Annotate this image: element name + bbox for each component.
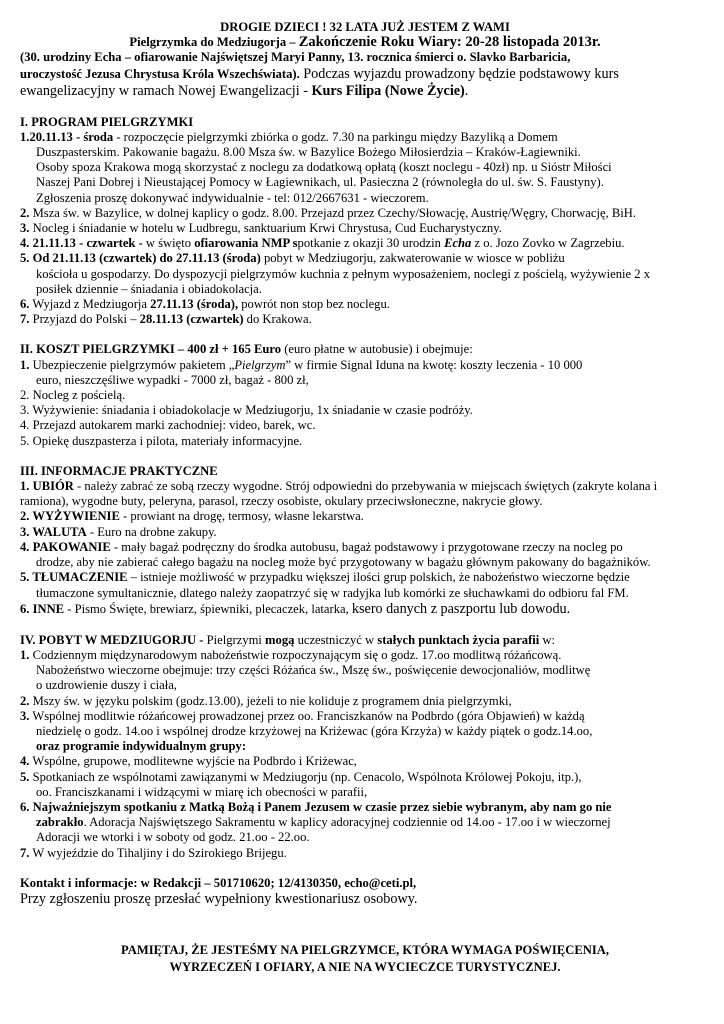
intro-paragraph	[20, 66, 710, 100]
program-item-5-head: 5. Od 21.11.13 (czwartek) do 27.11.13 (środa)	[20, 251, 261, 266]
info-item-1	[20, 479, 710, 494]
pobyt-item-6-line3: Adoracji we wtorki i w soboty od godz. 21.oo - 22.oo.	[36, 830, 310, 845]
pobyt-item-5-line2: oo. Franciszkanami i widzącymi w miarę ich obecności w parafii,	[36, 784, 368, 799]
info-item-4-text: - mały bagaż podręczny do środka autobusu, bagaż podstawowy i przygotowane rzeczy na nocleg po	[110, 539, 623, 554]
pobyt-item-1	[20, 648, 710, 663]
program-item-6-c: powrót non stop bez noclegu.	[238, 297, 390, 312]
info-item-4-head: PAKOWANIE	[29, 539, 111, 554]
program-item-1-head: 1.20.11.13 - środa	[20, 129, 114, 144]
section-program-title: I. PROGRAM PIELGRZYMKI	[20, 114, 194, 129]
pobyt-t-a: Pielgrzymi	[203, 632, 266, 647]
pobyt-t-e: w:	[539, 632, 556, 647]
info-item-2-head: 2. WYŻYWIENIE	[20, 509, 120, 524]
program-item-2-num: 2.	[20, 205, 30, 220]
koszt-title-rest: (euro płatne w autobusie) i obejmuje:	[281, 342, 473, 357]
pobyt-item-5-num: 5.	[20, 769, 30, 784]
info-item-6-big: ksero danych z paszportu lub dowodu.	[351, 600, 571, 617]
info-item-4	[20, 540, 710, 555]
pobyt-item-1-num: 1.	[20, 647, 30, 662]
pobyt-item-6-l2-bold: zabrakło	[36, 815, 84, 830]
pobyt-item-4-num: 4.	[20, 754, 30, 769]
koszt-item-1-a: Ubezpieczenie pielgrzymów pakietem „	[29, 357, 235, 372]
intro-end: .	[464, 82, 469, 99]
intro-bold-2: uroczystość Jezusa Chrystusa Króla Wszechświata).	[20, 66, 300, 81]
program-item-1-line2: Duszpasterskim. Pakowanie bagażu. 8.00 Msza św. w Bazylice Bożego Miłosierdzia – Kraków-Łagiewniki.	[36, 145, 581, 160]
contact-line: Kontakt i informacje: w Redakcji – 501710620; 12/4130350, echo@ceti.pl,	[20, 875, 417, 890]
pobyt-item-3	[20, 709, 710, 724]
program-item-4-b: ofiarowania NMP s	[194, 236, 298, 251]
pobyt-item-2-text: Mszy św. w języku polskim (godz.13.00), jeżeli to nie koliduje z programem dnia pielgrzymki,	[29, 693, 512, 708]
program-item-2	[20, 206, 710, 221]
program-item-6-num: 6.	[20, 297, 30, 312]
section-pobyt-title	[20, 633, 710, 648]
pobyt-item-3-text: Wspólnej modlitwie różańcowej prowadzonej przez oo. Franciszkanów na Podbrdo (góra Objawień) w każdą	[29, 708, 585, 723]
info-item-5-head: 5. TŁUMACZENIE	[20, 570, 128, 585]
intro-text: Podczas wyjazdu prowadzony będzie podstawowy kurs ewangelizacyjny w ramach Nowej Ewangelizacji -	[20, 65, 619, 99]
pobyt-item-5	[20, 770, 710, 785]
program-item-3-text: Nocleg i śniadanie w hotelu w Ludbregu, sanktuarium Krwi Chrystusa, Cud Eucharystyczny.	[29, 221, 502, 236]
program-item-4-echa: Echa	[444, 236, 472, 251]
footer-warning	[20, 942, 710, 976]
pobyt-title-bold: IV. POBYT W MEDZIUGORJU -	[20, 632, 204, 647]
pobyt-item-5-text: Spotkaniach ze wspólnotami zawiązanymi w Medziugorju (np. Cenacolo, Wspólnota Królowej Pokoju, itp.),	[29, 769, 582, 784]
intro-bold-line: (30. urodziny Echa – ofiarowanie Najświętszej Maryi Panny, 13. rocznica śmierci o. Slavko Barbaricia,	[20, 50, 571, 65]
info-item-5-text: – istnieje możliwość w przypadku większej ilości grup polskich, że nabożeństwo wieczorne będzie	[127, 570, 630, 585]
program-item-5	[20, 251, 710, 266]
pobyt-item-4	[20, 754, 710, 769]
info-item-6-head: 6. INNE	[20, 601, 65, 616]
pobyt-item-2	[20, 694, 710, 709]
koszt-item-5: 5. Opiekę duszpasterza i pilota, materiały informacyjne.	[20, 433, 303, 448]
pobyt-t-c: uczestniczyć w	[294, 632, 378, 647]
pobyt-item-2-num: 2.	[20, 693, 30, 708]
info-item-2-text: - prowiant na drogę, termosy, własne lekarstwa.	[119, 509, 364, 524]
pobyt-t-d: stałych punktach życia parafii	[377, 632, 540, 647]
program-item-7-num: 7.	[20, 312, 30, 327]
program-item-1-line3: Osoby spoza Krakowa mogą skorzystać z noclegu za dodatkową opłatą (koszt noclegu - 40zł) np. u Sióstr Miłości	[36, 160, 612, 175]
koszt-item-2: 2. Nocleg z pościelą.	[20, 388, 126, 403]
pobyt-item-3-num: 3.	[20, 708, 30, 723]
program-item-1-text: - rozpoczęcie pielgrzymki zbiórka o godz. 7.30 na parkingu między Bazyliką a Domem	[113, 129, 558, 144]
program-item-7-b: 28.11.13 (czwartek)	[139, 312, 244, 327]
info-item-1-line2: ramiona), wygodne buty, peleryna, parasol, rzeczy osobiste, okulary przeciwsłoneczne, nakrycie głowy.	[20, 494, 543, 509]
contact-note: Przy zgłoszeniu proszę przesłać wypełniony kwestionariusz osobowy.	[20, 890, 418, 907]
pobyt-item-7-text: W wyjeździe do Tihaljiny i do Szirokiego Brijegu.	[29, 845, 287, 860]
program-item-3-num: 3.	[20, 221, 30, 236]
intro-kurs: Kurs Filipa (Nowe Życie)	[311, 82, 465, 99]
program-item-6-a: Wyjazd z Medziugorja	[29, 297, 151, 312]
footer-line-2: WYRZECZEŃ I OFIARY, A NIE NA WYCIECZCE TURYSTYCZNEJ.	[169, 959, 561, 974]
footer-line-1: PAMIĘTAJ, ŻE JESTEŚMY NA PIELGRZYMCE, KTÓRA WYMAGA POŚWIĘCENIA,	[121, 942, 609, 957]
pobyt-item-6-line2	[20, 815, 710, 830]
program-item-6	[20, 297, 710, 312]
header-subtitle-c: 20-28 listopada 2013r.	[461, 34, 601, 51]
program-item-7	[20, 312, 710, 327]
info-item-3-num: 3.	[20, 524, 30, 539]
koszt-item-4: 4. Przejazd autokarem marki zachodniej: video, barek, wc.	[20, 418, 316, 433]
pobyt-item-3-line3: oraz programie indywidualnym grupy:	[36, 739, 247, 754]
pobyt-item-1-line3: o uzdrowienie duszy i ciała,	[36, 678, 177, 693]
info-item-4-line2: drodze, aby nie zabierać całego bagażu na nocleg może być przygotowany w bagażu głównym pakowany do bagażników.	[36, 555, 651, 570]
program-item-4-a: w święto	[142, 236, 195, 251]
program-item-7-c: do Krakowa.	[243, 312, 312, 327]
program-item-7-a: Przyjazd do Polski –	[29, 312, 140, 327]
pobyt-item-7-num: 7.	[20, 845, 30, 860]
pobyt-item-1-line2: Nabożeństwo wieczorne obejmuje: trzy części Różańca św., Mszę św., poświęcenie dewocjonaliów, modlitwę	[36, 663, 591, 678]
info-item-6-text: - Pismo Święte, brewiarz, śpiewniki, plecaczek, latarka,	[64, 601, 352, 616]
program-item-4-head: 4. 21.11.13 - czwartek -	[20, 236, 143, 251]
koszt-item-1-b: ” w firmie Signal Iduna na kwotę: koszty leczenia - 10 000	[285, 357, 583, 372]
header-subtitle-b: Zakończenie Roku Wiary:	[298, 34, 462, 51]
program-item-1	[20, 130, 710, 145]
header-subtitle-a: Pielgrzymka do Medziugorja –	[129, 35, 299, 50]
header-title: DROGIE DZIECI ! 32 LATA JUŻ JESTEM Z WAMI	[220, 20, 510, 34]
program-item-1-line4: Naszej Pani Dobrej i Nieustającej Pomocy w Łagiewnikach, ul. Pasieczna 2 (równoległa do ul. św. S. Faustyny).	[36, 175, 604, 190]
program-item-6-b: 27.11.13 (środa),	[150, 297, 239, 312]
pobyt-item-4-text: Wspólne, grupowe, modlitewne wyjście na Podbrdo i Kriżewac,	[29, 754, 357, 769]
pobyt-item-6	[20, 800, 710, 815]
pobyt-item-6-num: 6.	[20, 799, 30, 814]
pobyt-item-7	[20, 846, 710, 861]
program-item-5-text: pobyt w Medziugorju, zakwaterowanie w wiosce w pobliżu	[260, 251, 565, 266]
program-item-3	[20, 221, 710, 236]
pobyt-item-6-l2-text: . Adoracja Najświętszego Sakramentu w kaplicy adoracyjnej codziennie od 14.oo - 17.oo i w wieczornej	[83, 815, 611, 830]
header-subtitle	[20, 35, 710, 50]
pobyt-t-b: mogą	[265, 632, 295, 647]
program-item-4-c: potkanie z okazji 30 urodzin	[297, 236, 445, 251]
program-item-4	[20, 236, 710, 251]
pobyt-item-1-text: Codziennym międzynarodowym nabożeństwie rozpoczynającym się o godz. 17.oo modlitwą różańcową.	[29, 647, 562, 662]
program-item-1-line5: Zgłoszenia proszę dokonywać indywidualnie - tel: 012/2667631 - wieczorem.	[36, 190, 429, 205]
koszt-item-1-num: 1.	[20, 357, 30, 372]
koszt-item-1	[20, 358, 710, 373]
koszt-item-1-italic: Pielgrzym	[234, 357, 286, 372]
info-item-6	[20, 601, 710, 618]
pobyt-item-6-bold: Najważniejszym spotkaniu z Matką Bożą i Panem Jezusem w czasie przez siebie wybranym, aby nam go nie	[29, 799, 612, 814]
info-item-1-text: - należy zabrać ze sobą rzeczy wygodne. Strój odpowiedni do przebywania w miejscach świętych (zakryte kolana i	[73, 479, 658, 494]
pobyt-item-3-line2: niedzielę o godz. 14.oo i wspólnej drodze krzyżowej na Kriżewac (góra Krzyża) w każdy piątek o godz.14.oo,	[36, 723, 593, 738]
info-item-1-head: 1. UBIÓR	[20, 479, 74, 494]
koszt-item-1-line2: euro, nieszczęśliwe wypadki - 7000 zł, bagaż - 800 zł,	[36, 372, 309, 387]
section-koszt-title	[20, 342, 710, 357]
info-item-5-line2: tłumaczone symultanicznie, dlatego należy zaopatrzyć się w radyjka lub komórki ze słuchawkami do odbioru fal FM.	[36, 585, 629, 600]
section-info-title: III. INFORMACJE PRAKTYCZNE	[20, 463, 218, 478]
info-item-2	[20, 509, 710, 524]
info-item-3-head: WALUTA	[29, 524, 87, 539]
info-item-3-text: - Euro na drobne zakupy.	[86, 524, 217, 539]
info-item-5	[20, 570, 710, 585]
koszt-title-bold: II. KOSZT PIELGRZYMKI – 400 zł + 165 Euro	[20, 342, 282, 357]
program-item-5-line2: kościoła u gospodarzy. Do dyspozycji pielgrzymów kuchnia z pełnym wyposażeniem, noclegi z pościelą, wyżywienie 2 x	[36, 266, 651, 281]
document-page	[20, 20, 710, 976]
info-item-4-num: 4.	[20, 539, 30, 554]
program-item-5-line3: posiłek dziennie – śniadania i obiadokolacja.	[36, 281, 262, 296]
program-item-4-d: z o. Jozo Zovko w Zagrzebiu.	[471, 236, 625, 251]
info-item-3	[20, 525, 710, 540]
koszt-item-3: 3. Wyżywienie: śniadania i obiadokolacje w Medziugorju, 1x śniadanie w czasie podróży.	[20, 403, 473, 418]
program-item-2-text: Msza św. w Bazylice, w dolnej kaplicy o godz. 8.00. Przejazd przez Czechy/Słowację, Austrię/Węgry, Chorwację, BiH.	[29, 205, 636, 220]
